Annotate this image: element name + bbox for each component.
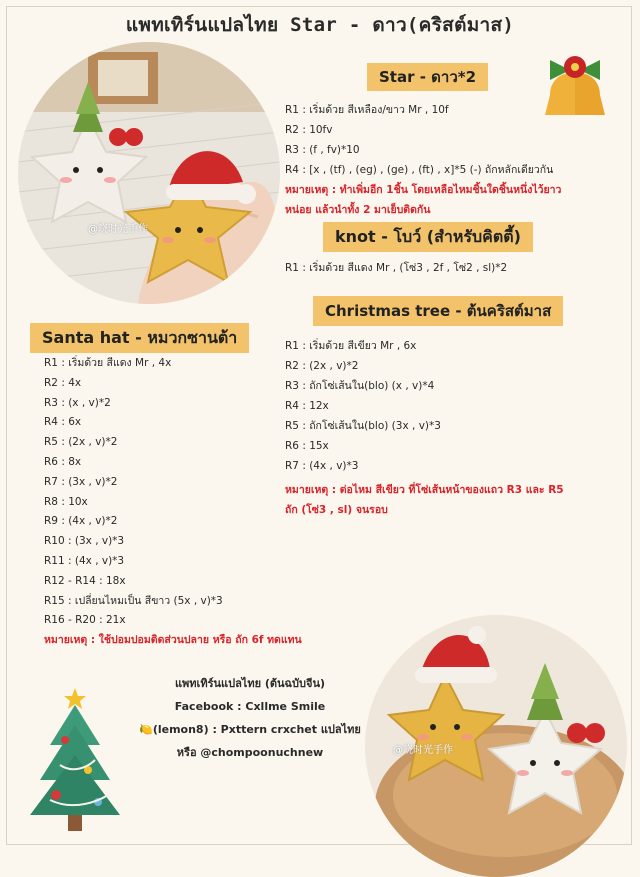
star-instructions bbox=[285, 100, 561, 220]
star-row: R2 : 10fv bbox=[285, 124, 333, 136]
photo-watermark-2: @晓时光手作 bbox=[393, 745, 453, 756]
knot-instructions bbox=[285, 258, 507, 278]
santa-row: R4 : 6x bbox=[44, 416, 82, 429]
tree-note-line2: ถัก (โซ่3 , sl) จนรอบ bbox=[285, 504, 388, 516]
photo-crochet-stars-in-hand bbox=[18, 42, 280, 304]
credits-handle: หรือ @chompoonuchnew bbox=[176, 746, 324, 759]
santa-note: หมายเหตุ : ใช้ปอมปอมติดส่วนปลาย หรือ ถัก 6f ทดแทน bbox=[44, 634, 302, 646]
photo-crochet-stars-in-dish bbox=[365, 615, 627, 877]
santa-row: R7 : (3x , v)*2 bbox=[44, 475, 118, 488]
tree-row: R4 : 12x bbox=[285, 400, 329, 412]
santa-row: R15 : เปลี่ยนไหมเป็น สีขาว (5x , v)*3 bbox=[44, 594, 223, 607]
knot-heading: knot - โบว์ (สำหรับคิตตี้) bbox=[323, 222, 533, 252]
star-row: R4 : [x , (tf) , (eg) , (ge) , (ft) , x]*5 (-) ถักหลักเดียวกัน bbox=[285, 164, 554, 176]
star-row: R1 : เริ่มด้วย สีเหลือง/ขาว Mr , 10f bbox=[285, 104, 449, 116]
santa-row: R8 : 10x bbox=[44, 495, 88, 508]
photo-watermark: @晓时光手作 bbox=[88, 224, 148, 235]
credits-facebook: Facebook : Cxllme Smile bbox=[174, 700, 326, 713]
christmas-tree-icon bbox=[20, 680, 130, 840]
knot-row: R1 : เริ่มด้วย สีแดง Mr , (โซ่3 , 2f , โซ่2 , sl)*2 bbox=[285, 262, 508, 274]
star-heading: Star - ดาว*2 bbox=[367, 63, 488, 91]
tree-row: R3 : ถักโซ่เส้นใน(blo) (x , v)*4 bbox=[285, 380, 435, 392]
tree-row: R7 : (4x , v)*3 bbox=[285, 460, 359, 472]
santa-row: R9 : (4x , v)*2 bbox=[44, 515, 118, 528]
santa-row: R11 : (4x , v)*3 bbox=[44, 554, 125, 567]
star-note-line2: หน่อย แล้วนำทั้ง 2 มาเย็บติดกัน bbox=[285, 204, 431, 216]
tree-row: R2 : (2x , v)*2 bbox=[285, 360, 359, 372]
tree-row: R5 : ถักโซ่เส้นใน(blo) (3x , v)*3 bbox=[285, 420, 441, 432]
credits-block bbox=[120, 672, 380, 764]
santa-heading: Santa hat - หมวกซานต้า bbox=[30, 323, 249, 353]
star-row: R3 : (f , fv)*10 bbox=[285, 144, 360, 156]
star-note-line1: หมายเหตุ : ทำเพิ่มอีก 1ชิ้น โดยเหลือไหมชิ้นใดชิ้นหนึ่งไว้ยาว bbox=[285, 184, 562, 196]
santa-row: R5 : (2x , v)*2 bbox=[44, 436, 118, 449]
tree-note-line1: หมายเหตุ : ต่อไหม สีเขียว ที่โซ่เส้นหน้าของแถว R3 และ R5 bbox=[285, 484, 564, 496]
santa-instructions bbox=[44, 354, 223, 631]
santa-row: R12 - R14 : 18x bbox=[44, 574, 126, 587]
santa-row: R2 : 4x bbox=[44, 376, 82, 389]
tree-row: R6 : 15x bbox=[285, 440, 329, 452]
santa-row: R16 - R20 : 21x bbox=[44, 614, 126, 627]
tree-instructions bbox=[285, 336, 564, 520]
page-title: แพทเทิร์นแปลไทย Star - ดาว(คริสต์มาส) bbox=[108, 8, 532, 42]
tree-heading: Christmas tree - ต้นคริสต์มาส bbox=[313, 296, 563, 326]
santa-row: R3 : (x , v)*2 bbox=[44, 396, 111, 409]
credits-title: แพทเทิร์นแปลไทย (ต้นฉบับจีน) bbox=[174, 677, 326, 690]
credits-lemon8: 🍋(lemon8) : Pxttern crxchet แปลไทย bbox=[139, 723, 361, 736]
santa-row: R10 : (3x , v)*3 bbox=[44, 535, 125, 548]
santa-row: R1 : เริ่มด้วย สีแดง Mr , 4x bbox=[44, 357, 172, 369]
santa-row: R6 : 8x bbox=[44, 455, 82, 468]
tree-row: R1 : เริ่มด้วย สีเขียว Mr , 6x bbox=[285, 340, 417, 352]
